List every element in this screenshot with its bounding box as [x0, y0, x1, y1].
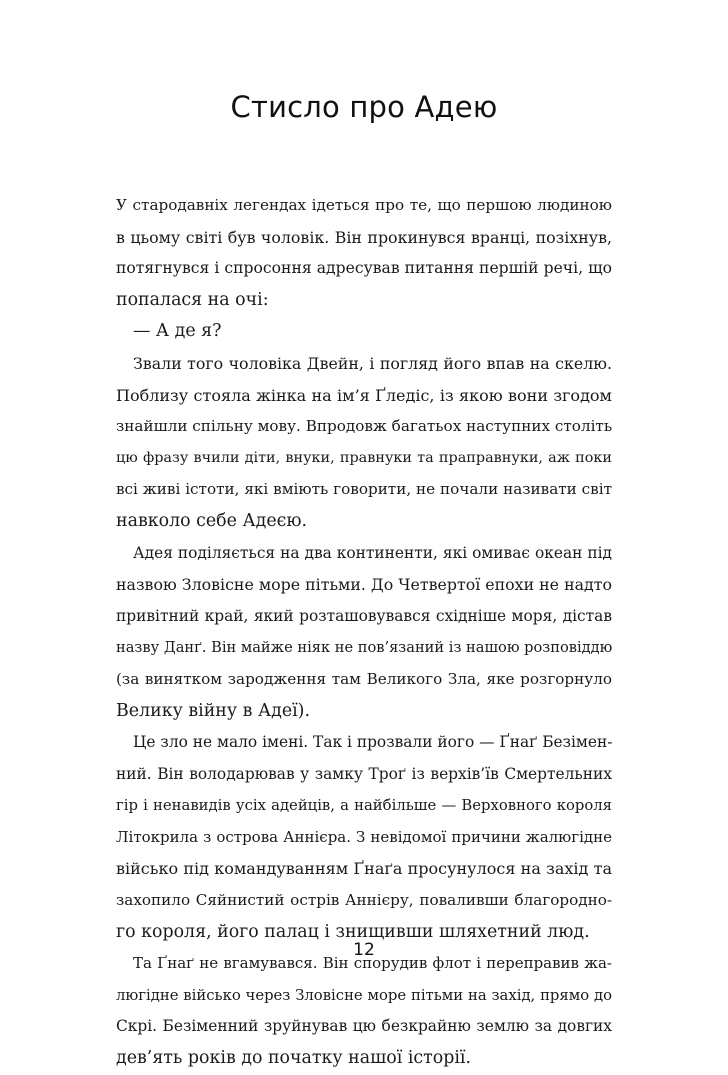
paragraph [116, 948, 612, 1074]
text-line: в цьому світі був чоловік. Він прокинувся вранці, позіхнув, [116, 227, 612, 247]
text-line: Скрі. Безіменний зруйнував цю безкрайню землю за довгих [116, 1017, 612, 1036]
text-line: Звали того чоловіка Двейн, і погляд його впав на скелю. [133, 353, 612, 373]
page-number: 12 [353, 940, 375, 960]
text-line: Літокрила з острова Аннієра. З невідомої причини жалюгідне [116, 827, 612, 846]
text-line: військо під командуванням Ґнаґа просунулося на захід та [116, 859, 612, 879]
paragraph [116, 190, 612, 316]
text-line: привітний край, який розташовувався східніше моря, дістав [116, 606, 612, 625]
text-line: цю фразу вчили діти, внуки, правнуки та праправнуки, аж поки [116, 449, 612, 466]
paragraph [116, 538, 612, 728]
text-line: ний. Він володарював у замку Троґ із верхів’їв Смертельних [116, 764, 612, 783]
paragraph [116, 316, 612, 348]
text-line: назву Данґ. Він майже ніяк не пов’язаний із нашою розповіддю [116, 639, 613, 657]
text-line: люгідне військо через Зловісне море пітьми на захід, прямо до [116, 986, 612, 1004]
text-line: Та Ґнаґ не вгамувався. Він спорудив флот і переправив жа- [133, 954, 612, 973]
paragraph [116, 348, 612, 538]
text-line: Це зло не мало імені. Так і прозвали його — Ґнаґ Безімен- [133, 733, 613, 752]
text-line: потягнувся і спросоння адресував питання першій речі, що [116, 259, 612, 278]
text-line: Поблизу стояла жінка на ім’я Ґледіс, із якою вони згодом [116, 385, 612, 405]
paragraph [116, 727, 612, 948]
chapter-title: Стисло про Адею [230, 90, 498, 124]
text-line: Адея поділяється на два континенти, які омиває океан під [133, 543, 612, 562]
text-line: захопило Сяйнистий острів Аннієру, поваливши благородно- [116, 891, 612, 910]
text-line: У стародавніх легендах ідеться про те, що першою людиною [116, 196, 612, 214]
text-line: — А де я? [133, 321, 222, 342]
text-line: знайшли спільну мову. Впродовж багатьох наступних століть [116, 417, 613, 436]
text-line: всі живі істоти, які вміють говорити, не почали називати світ [116, 480, 612, 499]
text-line: Велику війну в Адеї). [116, 700, 310, 721]
text-line: попалася на очі: [116, 289, 269, 310]
text-line: дев’ять років до початку нашої історії. [116, 1048, 472, 1069]
text-line: навколо себе Адеєю. [116, 510, 308, 531]
text-line: назвою Зловісне море пітьми. До Четвертої епохи не надто [116, 575, 612, 595]
text-line: го короля, його палац і знищивши шляхетний люд. [116, 921, 590, 942]
text-line: гір і ненавидів усіх адейців, а найбільше — Верховного короля [116, 797, 612, 815]
text-line: (за винятком зародження там Великого Зла, яке розгорнуло [116, 669, 612, 688]
